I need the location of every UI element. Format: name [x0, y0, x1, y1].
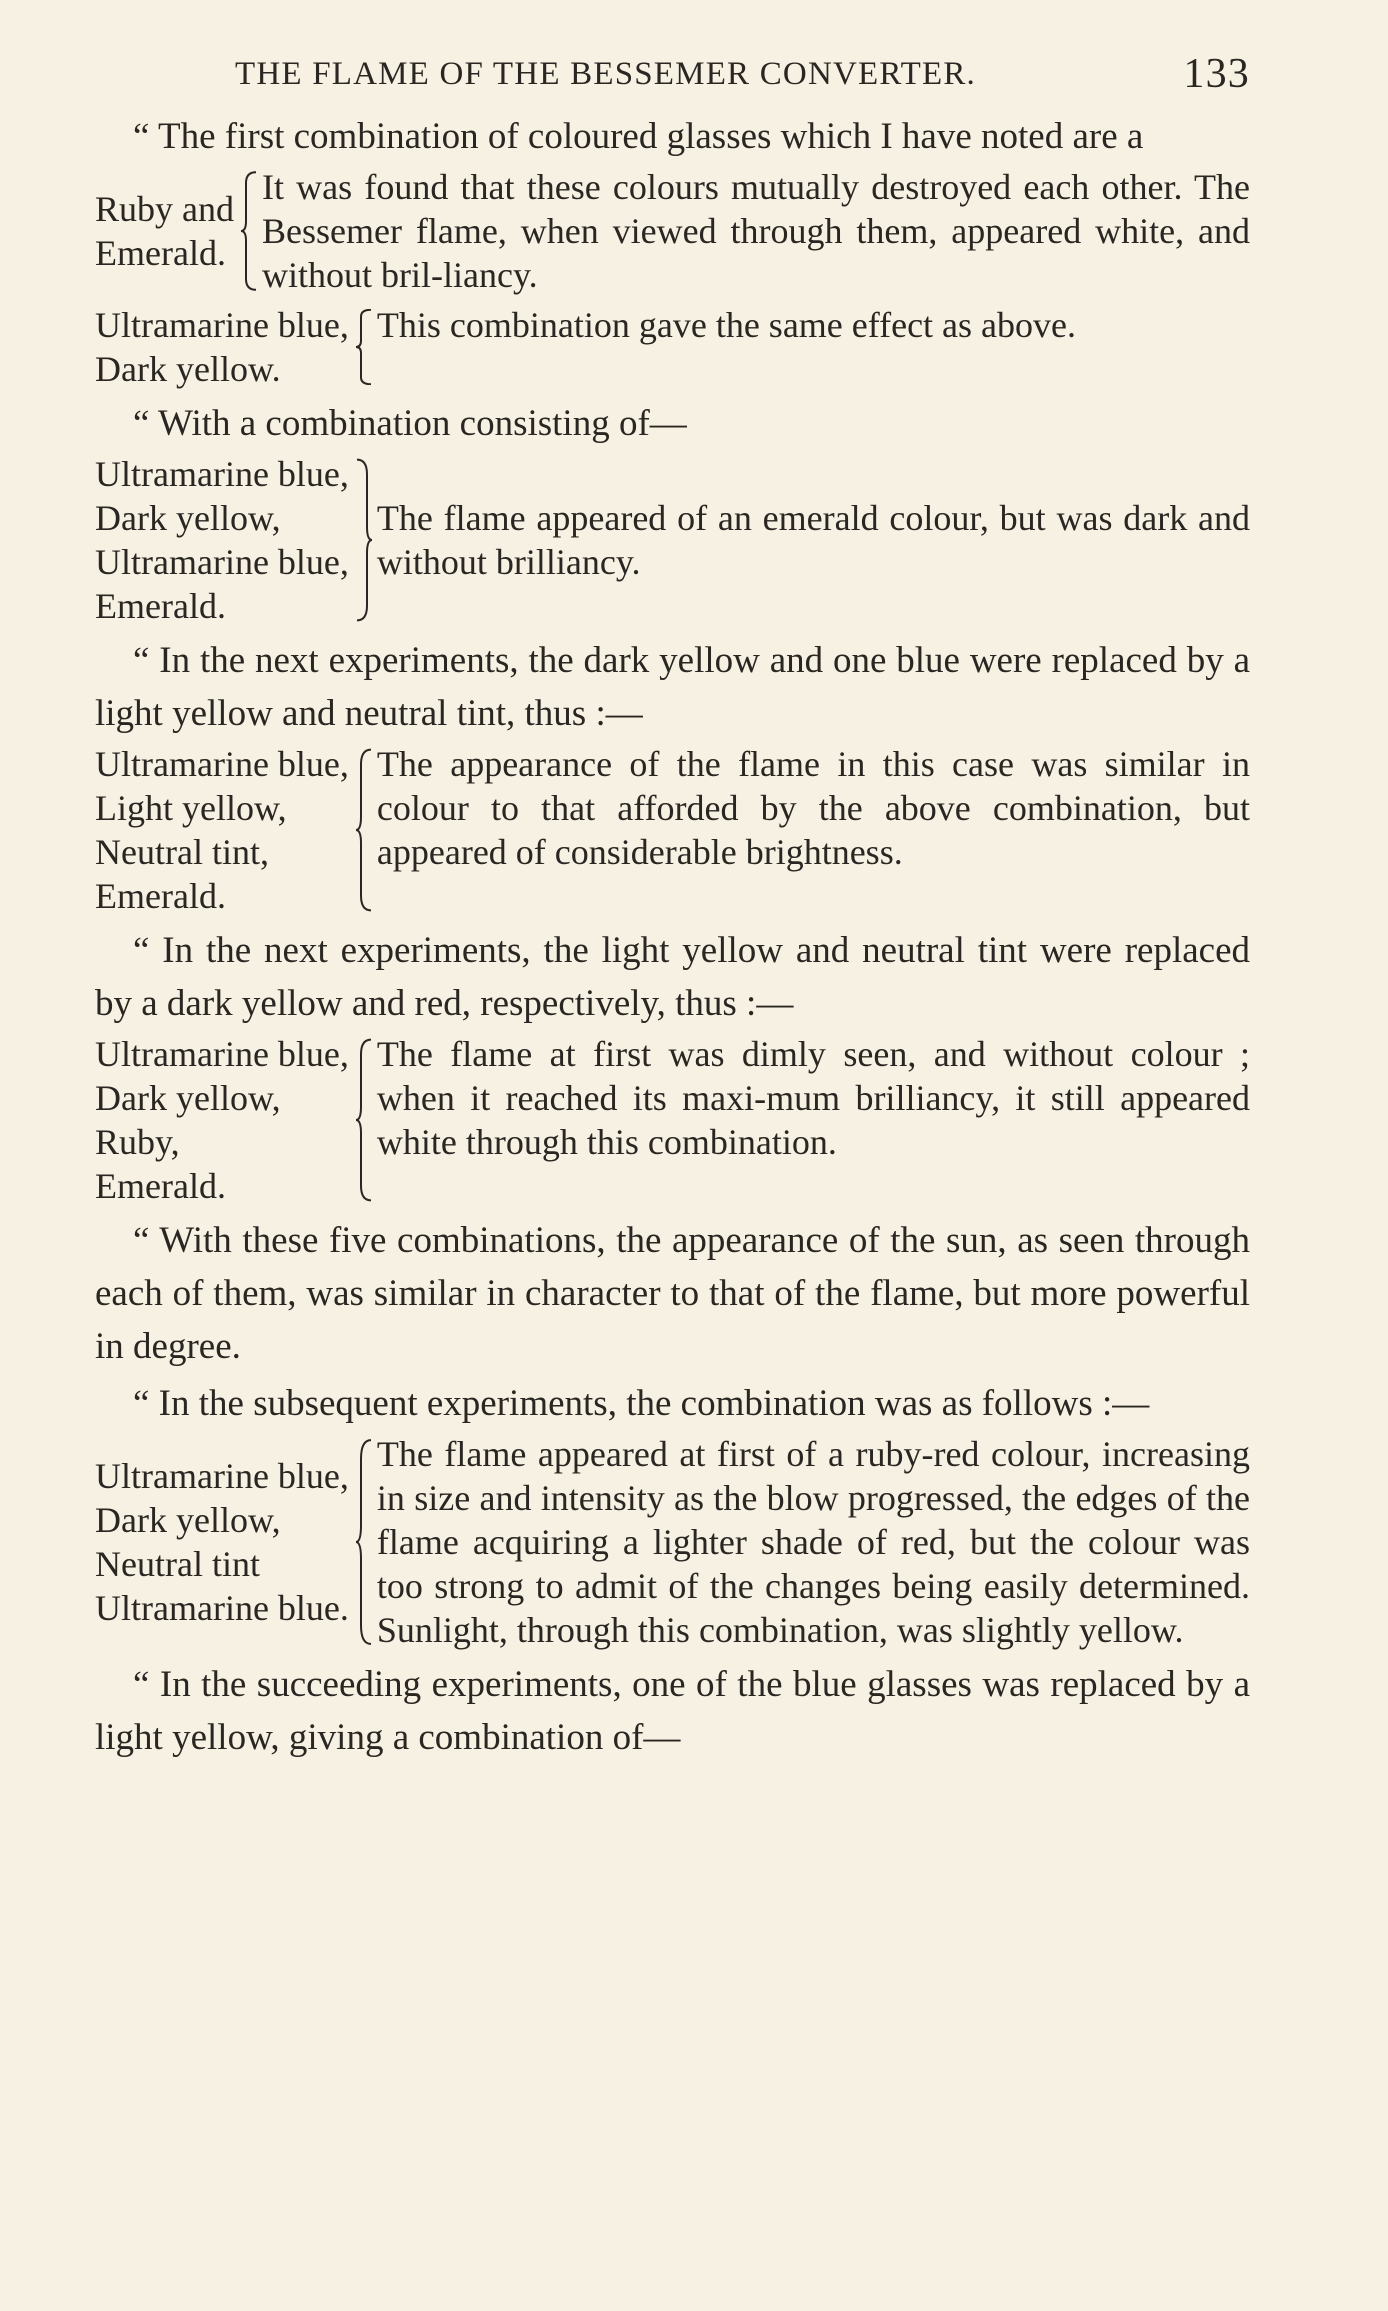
brace-icon	[240, 171, 258, 291]
combination-result: The flame at first was dimly seen, and without colour ; when it reached its maxi-mum brilliancy, it still appeared white through this combination.	[376, 1034, 1250, 1162]
glass-item: Dark yellow,	[95, 498, 281, 538]
glass-item: Ultramarine blue,	[95, 744, 349, 784]
brace-icon	[355, 309, 373, 385]
paragraph-4: “ In the next experiments, the light yellow and neutral tint were replaced by a dark yellow and red, respectively, thus :—	[95, 930, 1250, 1024]
paragraph-7: “ In the succeeding experiments, one of the blue glasses was replaced by a light yellow, giving a combination of—	[95, 1664, 1250, 1758]
combination-four-glasses-b	[95, 742, 1250, 918]
glass-item: Ultramarine blue,	[95, 305, 349, 345]
combination-four-glasses-a	[95, 452, 1250, 628]
paragraph-1: “ The first combination of coloured glasses which I have noted are a	[133, 116, 1144, 157]
glass-item: Neutral tint,	[95, 832, 269, 872]
glass-item: Dark yellow.	[95, 349, 281, 389]
book-page	[95, 50, 1250, 1764]
combination-glasses	[95, 165, 234, 297]
glass-item: Dark yellow,	[95, 1078, 281, 1118]
combination-result: The flame appeared of an emerald colour, but was dark and without brilliancy.	[376, 498, 1250, 582]
running-title: THE FLAME OF THE BESSEMER CONVERTER.	[235, 56, 976, 92]
combination-four-glasses-c	[95, 1032, 1250, 1208]
combination-glasses	[95, 742, 349, 918]
paragraph-2: “ With a combination consisting of—	[133, 403, 687, 444]
glass-item: Light yellow,	[95, 788, 287, 828]
combination-result: The flame appeared at first of a ruby-red colour, increasing in size and intensity as the blow progressed, the edges of the flame acquiring a lighter shade of red, but the colour was too strong to admit of the changes being easily determined. Sunlight, through this combination, was slightly yellow.	[376, 1434, 1250, 1650]
glass-item: Neutral tint	[95, 1544, 260, 1584]
glass-item: Emerald.	[95, 233, 226, 273]
combination-glasses	[95, 1432, 349, 1652]
glass-item: Ultramarine blue,	[95, 1456, 349, 1496]
brace-icon	[355, 458, 373, 622]
running-head	[95, 50, 1250, 110]
glass-item: Emerald.	[95, 876, 226, 916]
combination-glasses	[95, 452, 349, 628]
glass-item: Ruby,	[95, 1122, 180, 1162]
paragraph-5: “ With these five combinations, the appearance of the sun, as seen through each of them, was similar in character to that of the flame, but more powerful in degree.	[95, 1220, 1250, 1367]
combination-glasses	[95, 1032, 349, 1208]
combination-result: The appearance of the flame in this case was similar in colour to that afforded by the above combination, but appeared of considerable brightness.	[376, 744, 1250, 872]
glass-item: Emerald.	[95, 1166, 226, 1206]
combination-blue-yellow	[95, 303, 1250, 391]
brace-icon	[355, 1438, 373, 1646]
paragraph-6: “ In the subsequent experiments, the combination was as follows :—	[133, 1383, 1150, 1424]
glass-item: Ultramarine blue,	[95, 1034, 349, 1074]
glass-item: Ultramarine blue,	[95, 454, 349, 494]
glass-item: Ultramarine blue.	[95, 1588, 349, 1628]
combination-glasses	[95, 303, 349, 391]
brace-icon	[355, 1038, 373, 1202]
brace-icon	[355, 748, 373, 912]
combination-four-glasses-d	[95, 1432, 1250, 1652]
combination-result: It was found that these colours mutually destroyed each other. The Bessemer flame, when viewed through them, appeared white, and without bril-liancy.	[262, 167, 1250, 295]
glass-item: Emerald.	[95, 586, 226, 626]
page-number: 133	[1183, 51, 1250, 97]
glass-item: Ultramarine blue,	[95, 542, 349, 582]
combination-ruby-emerald	[95, 165, 1250, 297]
combination-result: This combination gave the same effect as above.	[376, 305, 1076, 345]
paragraph-3: “ In the next experiments, the dark yellow and one blue were replaced by a light yellow and neutral tint, thus :—	[95, 640, 1250, 734]
glass-item: Ruby and	[95, 189, 234, 229]
glass-item: Dark yellow,	[95, 1500, 281, 1540]
